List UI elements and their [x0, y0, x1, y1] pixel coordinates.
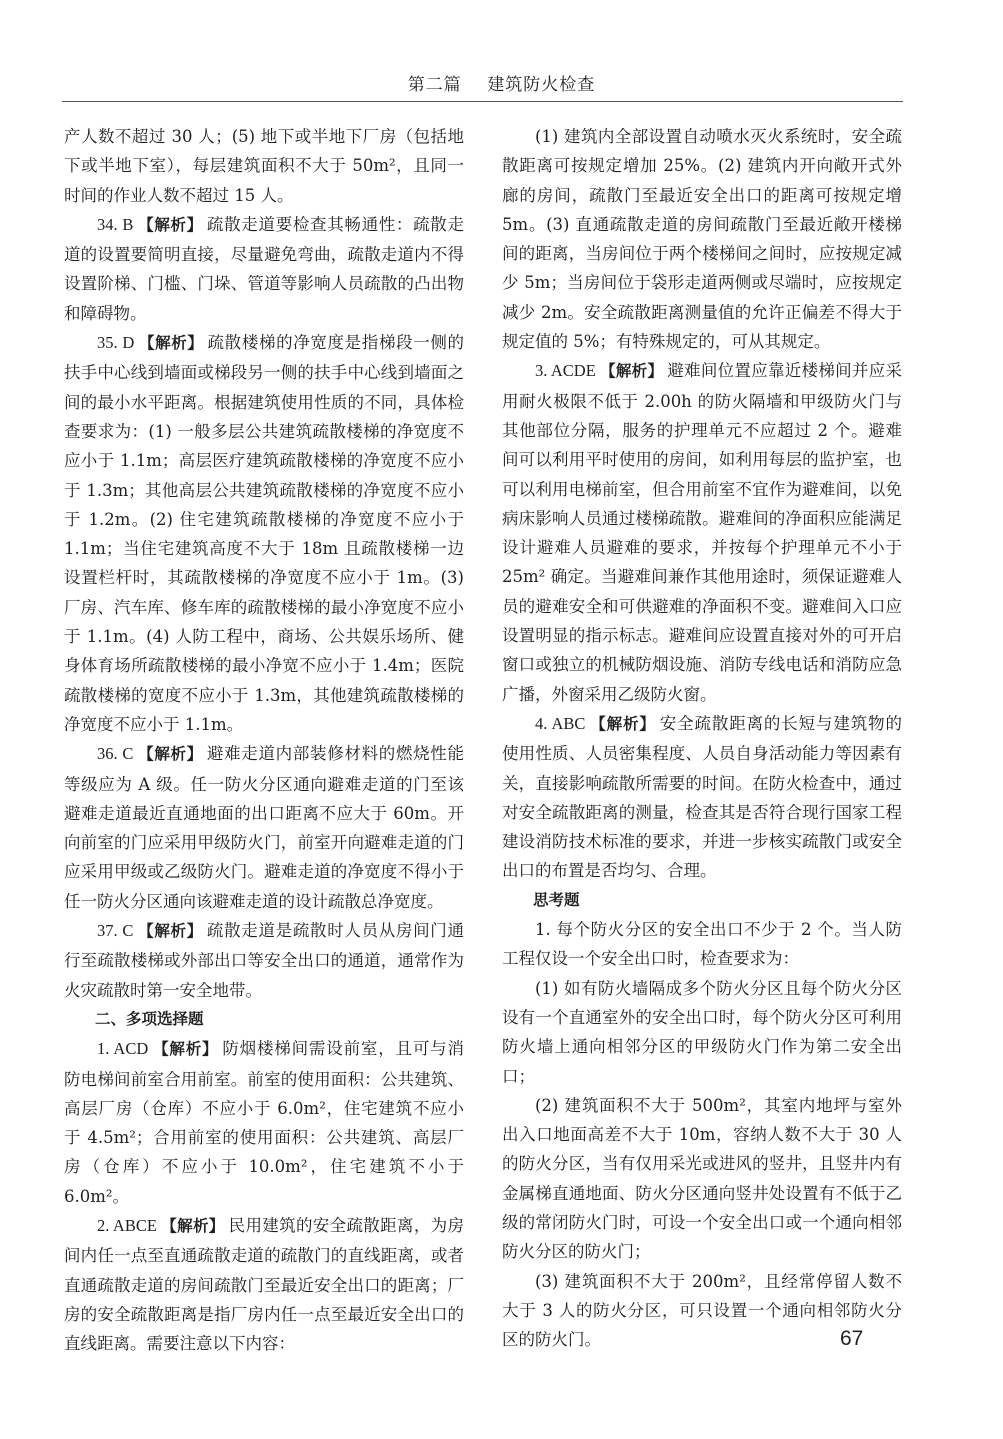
answer-paragraph: [502, 122, 902, 356]
analysis-tag: 【解析】: [138, 334, 204, 353]
paragraph-text: (3) 建筑面积不大于 200m²，且经常停留人数不大于 3 人的防火分区，可只设置一个通向相邻防火分区的防火门。: [502, 1271, 902, 1350]
paragraph-text: 产人数不超过 30 人；(5) 地下或半地下厂房（包括地下或半地下室），每层建筑面积不大于 50m²，且同一时间的作业人数不超过 15 人。: [64, 127, 464, 205]
paragraph-text: 疏散走道是疏散时人员从房间门通行至疏散楼梯或外部出口等安全出口的通道，通常作为火灾疏散时第一安全地带。: [64, 921, 464, 1000]
answer-number: 1. ACD: [97, 1039, 149, 1059]
paragraph-text: 1. 每个防火分区的安全出口不少于 2 个。当人防工程仅设一个安全出口时，检查要求为：: [502, 920, 902, 969]
analysis-tag: 【解析】: [599, 362, 664, 381]
section-heading: 思考题: [533, 890, 580, 909]
header-rule: [62, 101, 903, 102]
analysis-tag: 【解析】: [160, 1216, 225, 1235]
answer-number: 34. B: [97, 214, 134, 234]
analysis-tag: 【解析】: [589, 714, 656, 733]
header-title: 建筑防火检查: [487, 75, 596, 95]
paragraph-text: 安全疏散距离的长短与建筑物的使用性质、人员密集程度、人员自身活动能力等因素有关，直接影响疏散所需要的时间。在防火检查中，通过对安全疏散距离的测量，检查其是否符合现行国家工程建设消防技术标准的要求，并进一步核实疏散门或安全出口的布置是否均匀、合理。: [502, 713, 902, 881]
answer-number: 4. ABC: [535, 713, 586, 733]
analysis-tag: 【解析】: [152, 1040, 219, 1059]
answer-paragraph: [502, 356, 902, 709]
answer-paragraph: [64, 916, 464, 1005]
right-column: [502, 122, 902, 1354]
answer-paragraph: [64, 210, 464, 328]
answer-paragraph: [64, 1211, 464, 1358]
page-number: 67: [840, 1327, 864, 1350]
answer-number: 2. ABCE: [97, 1215, 157, 1235]
answer-number: 3. ACDE: [535, 361, 596, 381]
paragraph-text: 疏散楼梯的净宽度是指梯段一侧的扶手中心线到墙面或梯段另一侧的扶手中心线到墙面之间的最小水平距离。根据建筑使用性质的不同，具体检查要求为：(1) 一般多层公共建筑疏散楼梯的净宽度不应小于 1.1m；高层医疗建筑疏散楼梯的净宽度不应小于 1.3m；其他高层公共建筑疏散楼梯的净宽度不应小于 1.2m。(2) 住宅建筑疏散楼梯的净宽度不应小于 1.1m；当住宅建筑高度不大于 18m 且疏散楼梯一边设置栏杆时，其疏散楼梯的净宽度不应小于 1m。(3) 厂房、汽车库、修车库的疏散楼梯的最小净宽度不应小于 1.1m。(4) 人防工程中，商场、公共娱乐场所、健身体育场所疏散楼梯的最小净宽不应小于 1.4m；医院疏散楼梯的宽度不应小于 1.3m，其他建筑疏散楼梯的净宽度不应小于 1.1m。: [64, 333, 464, 734]
left-column: [64, 122, 464, 1358]
paragraph-text: (1) 如有防火墙隔成多个防火分区且每个防火分区设有一个直通室外的安全出口时，每个防火分区可利用防火墙上通向相邻分区的甲级防火门作为第二安全出口；: [502, 978, 902, 1086]
paragraph-text: 民用建筑的安全疏散距离，为房间内任一点至直通疏散走道的疏散门的直线距离，或者直通疏散走道的房间疏散门至最近安全出口的距离；厂房的安全疏散距离是指厂房内任一点至最近安全出口的直线距离。需要注意以下内容：: [64, 1215, 464, 1354]
answer-number: 37. C: [97, 921, 134, 941]
header-part: 第二篇: [407, 75, 462, 95]
analysis-tag: 【解析】: [137, 745, 203, 764]
paragraph-text: (2) 建筑面积不大于 500m²，其室内地坪与室外出入口地面高差不大于 10m，容纳人数不大于 30 人的防火分区，当有仅用采光或进风的竖井，且竖井内有金属梯直通地面、防火分区通向竖井处设置有不低于乙级的常闭防火门时，可设一个安全出口或一个通向相邻防火分区的防火门；: [502, 1095, 902, 1262]
answer-paragraph: [502, 1091, 902, 1267]
analysis-tag: 【解析】: [137, 922, 203, 941]
answer-paragraph: [64, 122, 464, 210]
paragraph-text: 避难走道内部装修材料的燃烧性能等级应为 A 级。任一防火分区通向避难走道的门至该避难走道最近直通地面的出口距离不应大于 60m。开向前室的门应采用甲级防火门，前室开向避难走道的门应采用甲级或乙级防火门。避难走道的净宽度不得小于任一防火分区通向该避难走道的设计疏散总净宽度。: [64, 744, 464, 911]
paragraph-text: (1) 建筑内全部设置自动喷水灭火系统时，安全疏散距离可按规定增加 25%。(2) 建筑内开向敞开式外廊的房间，疏散门至最近安全出口的距离可按规定增 5m。(3) 直通疏散走道的房间疏散门至最近敞开楼梯间的距离，当房间位于两个楼梯间之间时，应按规定减少 5m；当房间位于袋形走道两侧或尽端时，应按规定减少 2m。安全疏散距离测量值的允许正偏差不得大于规定值的 5%；有特殊规定的，可从其规定。: [502, 127, 902, 352]
paragraph-text: 防烟楼梯间需设前室，且可与消防电梯间前室合用前室。前室的使用面积：公共建筑、高层厂房（仓库）不应小于 6.0m²，住宅建筑不应小于 4.5m²；合用前室的使用面积：公共建筑、高层厂房（仓库）不应小于 10.0m²，住宅建筑不小于 6.0m²。: [64, 1039, 464, 1206]
section-heading: 二、多项选择题: [95, 1009, 204, 1028]
paragraph-text: 避难间位置应靠近楼梯间并应采用耐火极限不低于 2.00h 的防火隔墙和甲级防火门与其他部位分隔，服务的护理单元不应超过 2 个。避难间可以利用平时使用的房间，如利用每层的监护室，也可以利用电梯前室，但合用前室不宜作为避难间，以免病床影响人员通过楼梯疏散。避难间的净面积应能满足设计避难人员避难的要求，并按每个护理单元不小于 25m² 确定。当避难间兼作其他用途时，须保证避难人员的避难安全和可供避难的净面积不变。避难间入口应设置明显的指示标志。避难间应设置直接对外的可开启窗口或独立的机械防烟设施、消防专线电话和消防应急广播，外窗采用乙级防火窗。: [502, 361, 902, 704]
answer-paragraph: [64, 328, 464, 739]
paragraph-text: 疏散走道要检查其畅通性：疏散走道的设置要简明直接，尽量避免弯曲，疏散走道内不得设置阶梯、门槛、门垛、管道等影响人员疏散的凸出物和障碍物。: [64, 214, 464, 323]
answer-paragraph: [502, 915, 902, 974]
answer-paragraph: [502, 974, 902, 1091]
answer-paragraph: [64, 739, 464, 916]
answer-paragraph: [64, 1034, 464, 1211]
analysis-tag: 【解析】: [137, 215, 203, 234]
answer-paragraph: [502, 709, 902, 886]
running-header: [0, 70, 1003, 95]
answer-number: 36. C: [97, 744, 134, 764]
answer-number: 35. D: [97, 333, 135, 353]
